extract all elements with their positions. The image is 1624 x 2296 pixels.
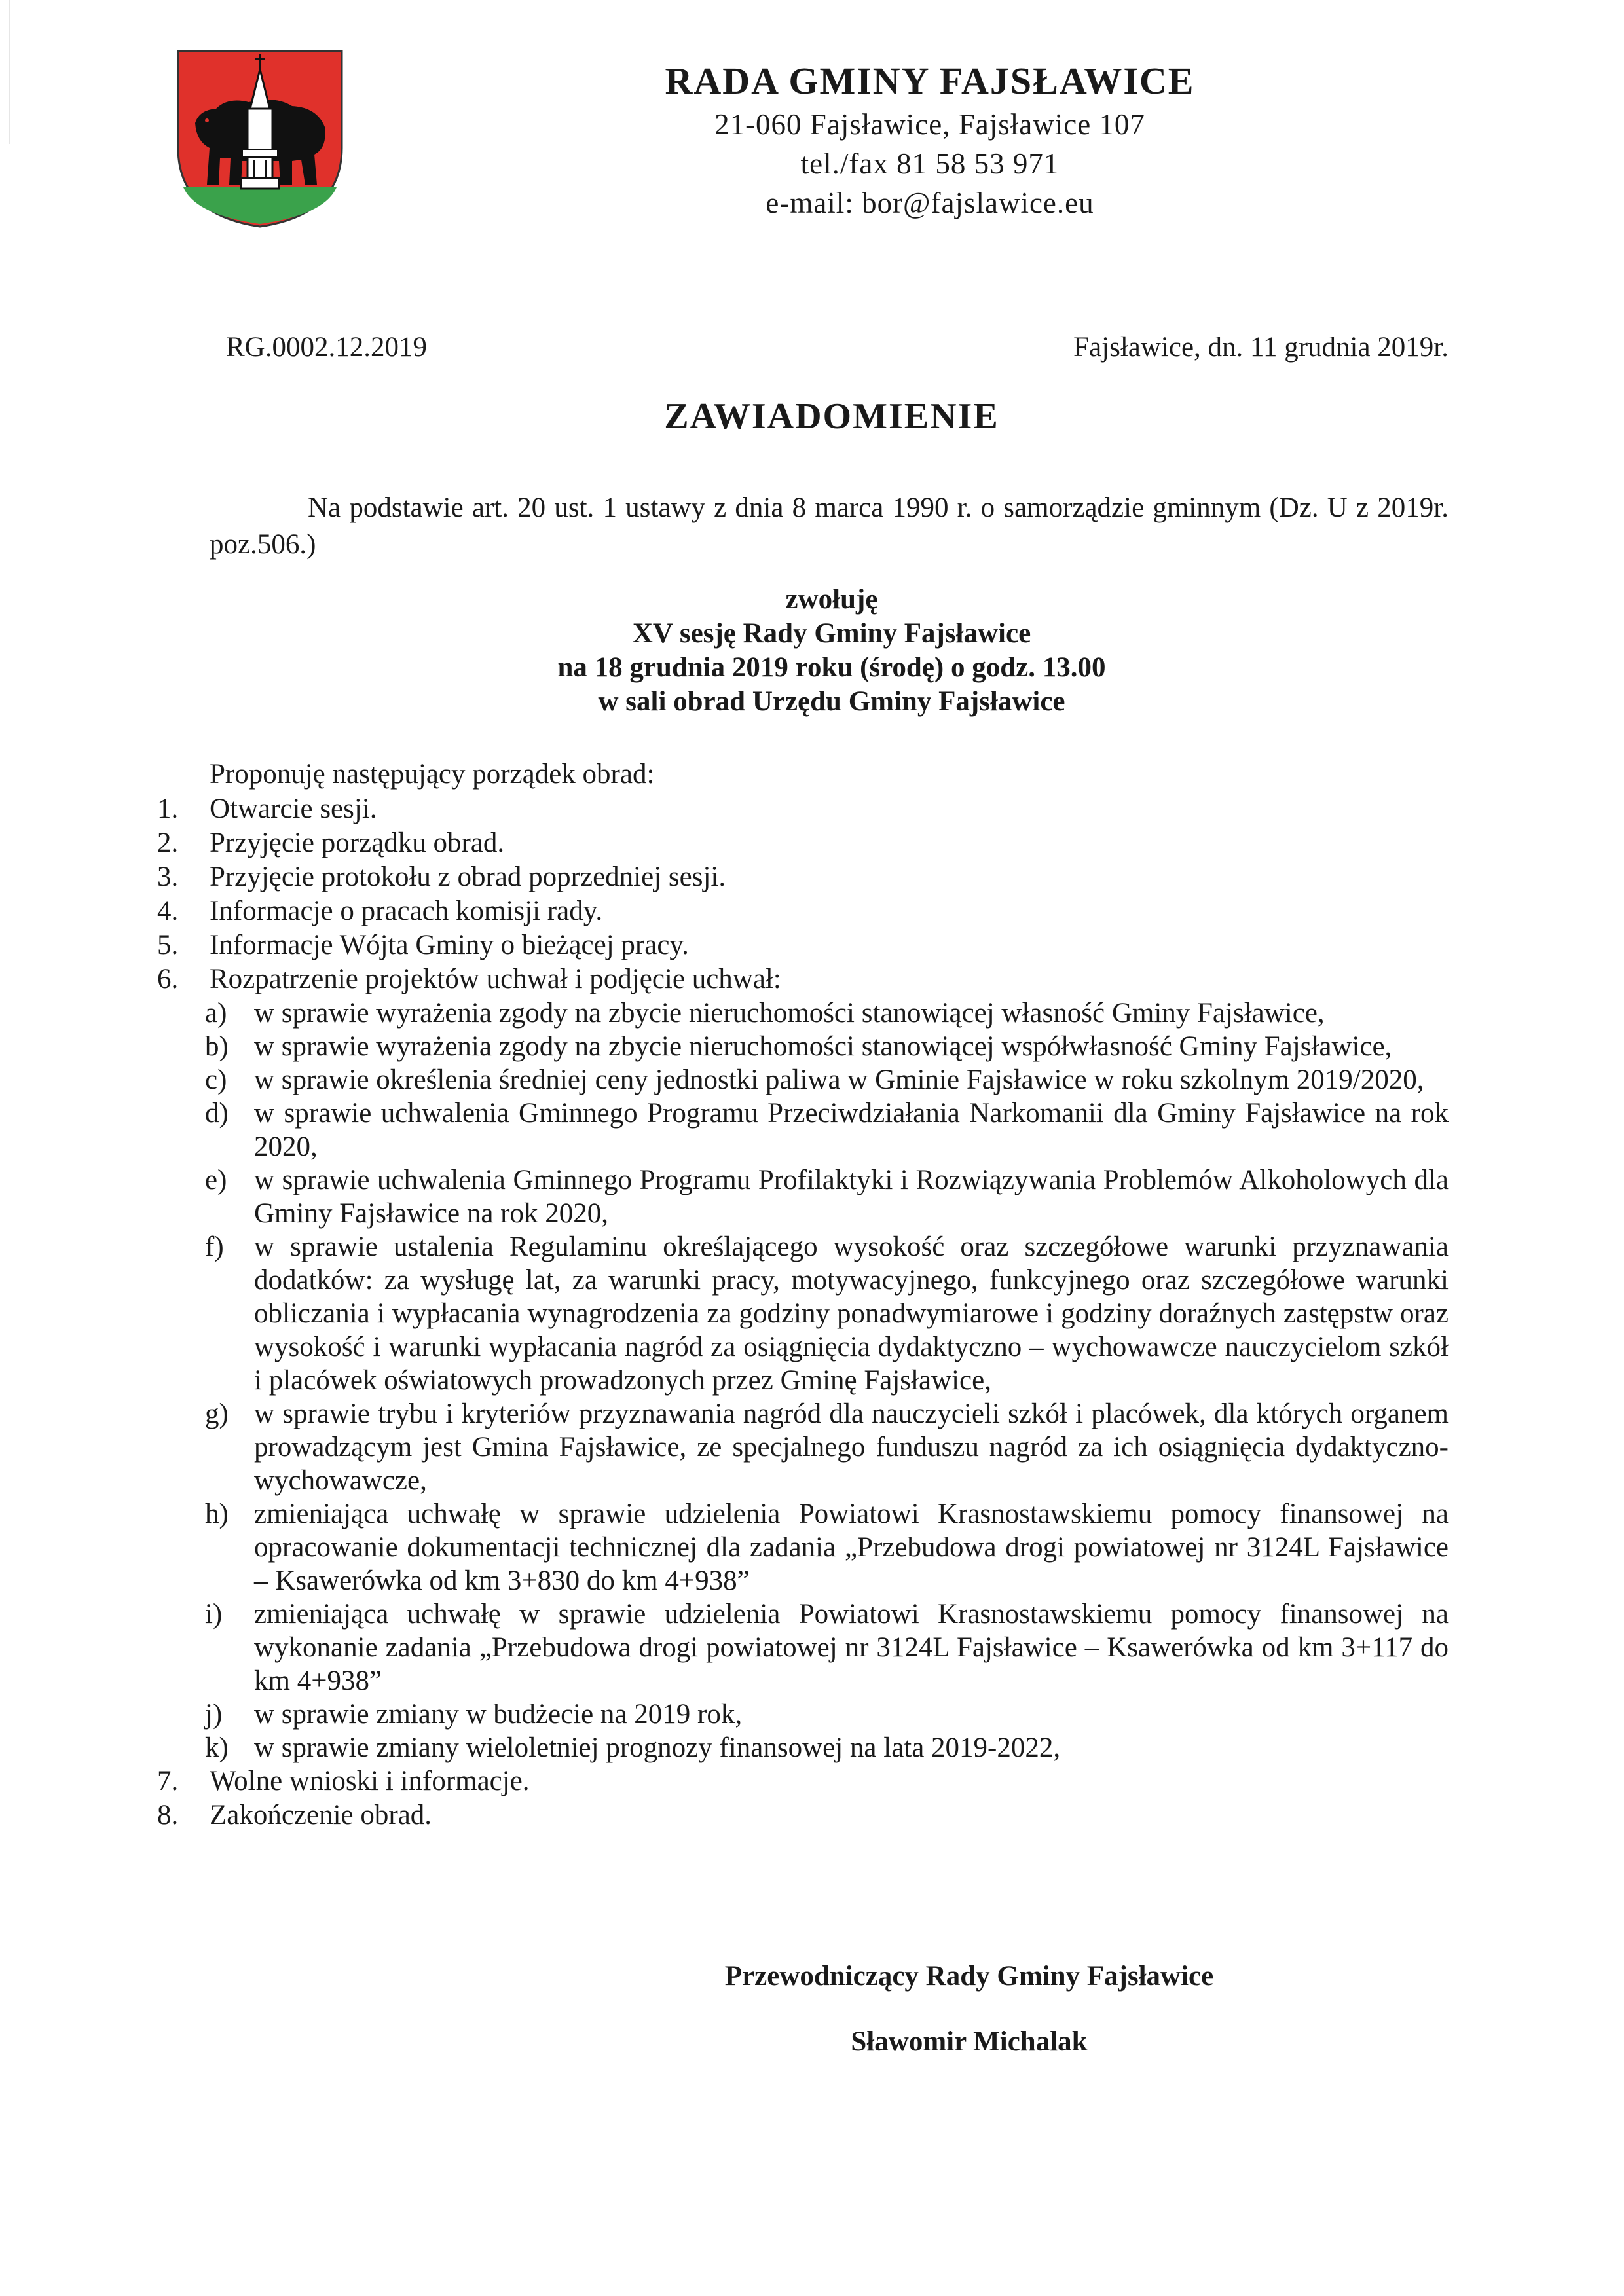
signatory-name: Sławomir Michalak bbox=[851, 2026, 1088, 2057]
agenda-item bbox=[157, 860, 1449, 894]
legal-basis: Na podstawie art. 20 ust. 1 ustawy z dnia 8 marca 1990 r. o samorządzie gminnym (Dz. U z 2019r. poz.506.) bbox=[210, 492, 1449, 560]
convene-line: zwołuję bbox=[785, 584, 878, 615]
resolution-item bbox=[157, 996, 1449, 1030]
agenda-item-number: 7. bbox=[157, 1766, 179, 1796]
resolution-item bbox=[157, 1698, 1449, 1731]
resolution-text: w sprawie określenia średniej ceny jednostki paliwa w Gminie Fajsławice w roku szkolnym 2019/2020, bbox=[254, 1065, 1424, 1095]
session-location: w sali obrad Urzędu Gminy Fajsławice bbox=[598, 686, 1065, 717]
agenda-intro: Proponuję następujący porządek obrad: bbox=[210, 759, 655, 790]
agenda-item-text: Informacje o pracach komisji rady. bbox=[210, 896, 603, 926]
letterhead bbox=[576, 58, 1283, 223]
agenda-item bbox=[157, 962, 1449, 996]
agenda-item-number: 6. bbox=[157, 964, 179, 994]
address: 21-060 Fajsławice, Fajsławice 107 bbox=[714, 108, 1145, 141]
agenda-item-number: 4. bbox=[157, 896, 179, 926]
resolution-text: w sprawie wyrażenia zgody na zbycie nieruchomości stanowiącej współwłasność Gminy Fajsławice, bbox=[254, 1031, 1392, 1062]
resolution-text: w sprawie uchwalenia Gminnego Programu Profilaktyki i Rozwiązywania Problemów Alkoholowych dla Gminy Fajsławice na rok 2020, bbox=[254, 1165, 1449, 1229]
resolution-item bbox=[157, 1597, 1449, 1698]
agenda-item-text: Wolne wnioski i informacje. bbox=[210, 1766, 530, 1796]
resolution-letter: f) bbox=[205, 1231, 224, 1262]
agenda-item-text: Rozpatrzenie projektów uchwał i podjęcie uchwał: bbox=[210, 964, 781, 994]
signatory-title: Przewodniczący Rady Gminy Fajsławice bbox=[724, 1961, 1214, 1992]
agenda-item-number: 2. bbox=[157, 828, 179, 858]
organization-name: RADA GMINY FAJSŁAWICE bbox=[665, 60, 1195, 102]
agenda-item bbox=[157, 894, 1449, 928]
resolution-text: zmieniająca uchwałę w sprawie udzielenia Powiatowi Krasnostawskiemu pomocy finansowej na opracowanie dokumentacji technicznej dla zadania „Przebudowa drogi powiatowej nr 3124L Fajsławice – Ksawerówka od km 3+830 do km 4+938” bbox=[254, 1499, 1449, 1596]
resolution-item bbox=[157, 1163, 1449, 1230]
resolution-letter: c) bbox=[205, 1065, 227, 1095]
resolution-item bbox=[157, 1030, 1449, 1063]
scan-edge-line bbox=[9, 0, 10, 144]
phone: tel./fax 81 58 53 971 bbox=[800, 147, 1060, 180]
session-announcement bbox=[0, 583, 1624, 719]
session-name: XV sesję Rady Gminy Fajsławice bbox=[632, 618, 1031, 649]
agenda-item bbox=[157, 1764, 1449, 1798]
agenda-item-number: 5. bbox=[157, 930, 179, 960]
agenda-item-text: Otwarcie sesji. bbox=[210, 793, 377, 824]
resolution-letter: b) bbox=[205, 1031, 229, 1062]
session-date: na 18 grudnia 2019 roku (środę) o godz. 13.00 bbox=[557, 652, 1106, 683]
reference-number: RG.0002.12.2019 bbox=[226, 332, 427, 363]
resolution-item bbox=[157, 1063, 1449, 1097]
email: e-mail: bor@fajslawice.eu bbox=[766, 187, 1094, 219]
agenda-item bbox=[157, 792, 1449, 826]
agenda-item bbox=[157, 826, 1449, 860]
resolution-letter: e) bbox=[205, 1165, 227, 1195]
resolution-text: w sprawie uchwalenia Gminnego Programu Przeciwdziałania Narkomanii dla Gminy Fajsławice na rok 2020, bbox=[254, 1098, 1449, 1162]
resolution-item bbox=[157, 1497, 1449, 1597]
agenda-item-text: Informacje Wójta Gminy o bieżącej pracy. bbox=[210, 930, 689, 960]
resolution-item bbox=[157, 1230, 1449, 1397]
resolution-letter: g) bbox=[205, 1398, 229, 1429]
agenda-item-text: Przyjęcie porządku obrad. bbox=[210, 828, 505, 858]
resolution-text: w sprawie zmiany w budżecie na 2019 rok, bbox=[254, 1699, 743, 1730]
agenda-item bbox=[157, 1798, 1449, 1832]
resolution-text: zmieniająca uchwałę w sprawie udzielenia Powiatowi Krasnostawskiemu pomocy finansowej na wykonanie zadania „Przebudowa drogi powiatowej nr 3124L Fajsławice – Ksawerówka od km 3+117 do km 4+938” bbox=[254, 1599, 1449, 1696]
resolution-text: w sprawie trybu i kryteriów przyznawania nagród dla nauczycieli szkół i placówek, dla których organem prowadzącym jest Gmina Fajsławice, ze specjalnego funduszu nagród za ich osiągnięcia dydaktyczno-wychowawcze, bbox=[254, 1398, 1449, 1496]
agenda-item-number: 3. bbox=[157, 862, 179, 892]
resolution-item bbox=[157, 1397, 1449, 1497]
resolution-text: w sprawie ustalenia Regulaminu określającego wysokość oraz szczegółowe warunki przyznawania dodatków: za wysługę lat, za warunki pracy, motywacyjnego, funkcyjnego oraz szczegółowe warunki obliczania i wypłacania wynagrodzenia za godziny ponadwymiarowe i godziny doraźnych zastępstw oraz wysokość i warunki wypłacania nagród za osiągnięcia dydaktyczno – wychowawcze nauczycielom szkół i placówek oświatowych prowadzonych przez Gminę Fajsławice, bbox=[254, 1231, 1449, 1396]
resolution-letter: a) bbox=[205, 998, 227, 1029]
agenda-item bbox=[157, 928, 1449, 962]
resolution-item bbox=[157, 1731, 1449, 1764]
resolution-letter: d) bbox=[205, 1098, 229, 1129]
resolution-letter: j) bbox=[205, 1699, 223, 1730]
resolution-letter: k) bbox=[205, 1732, 229, 1763]
document-date: Fajsławice, dn. 11 grudnia 2019r. bbox=[1073, 332, 1449, 363]
agenda-item-number: 1. bbox=[157, 793, 179, 824]
agenda-item-number: 8. bbox=[157, 1800, 179, 1831]
document-title: ZAWIADOMIENIE bbox=[664, 396, 999, 437]
resolution-letter: i) bbox=[205, 1599, 223, 1630]
resolution-text: w sprawie wyrażenia zgody na zbycie nieruchomości stanowiącej własność Gminy Fajsławice, bbox=[254, 998, 1325, 1029]
resolution-text: w sprawie zmiany wieloletniej prognozy finansowej na lata 2019-2022, bbox=[254, 1732, 1061, 1763]
coat-of-arms-icon bbox=[177, 50, 343, 228]
agenda-list bbox=[157, 792, 1449, 1832]
resolution-item bbox=[157, 1097, 1449, 1163]
agenda-item-text: Zakończenie obrad. bbox=[210, 1800, 432, 1831]
agenda-item-text: Przyjęcie protokołu z obrad poprzedniej sesji. bbox=[210, 862, 726, 892]
resolution-letter: h) bbox=[205, 1499, 229, 1529]
